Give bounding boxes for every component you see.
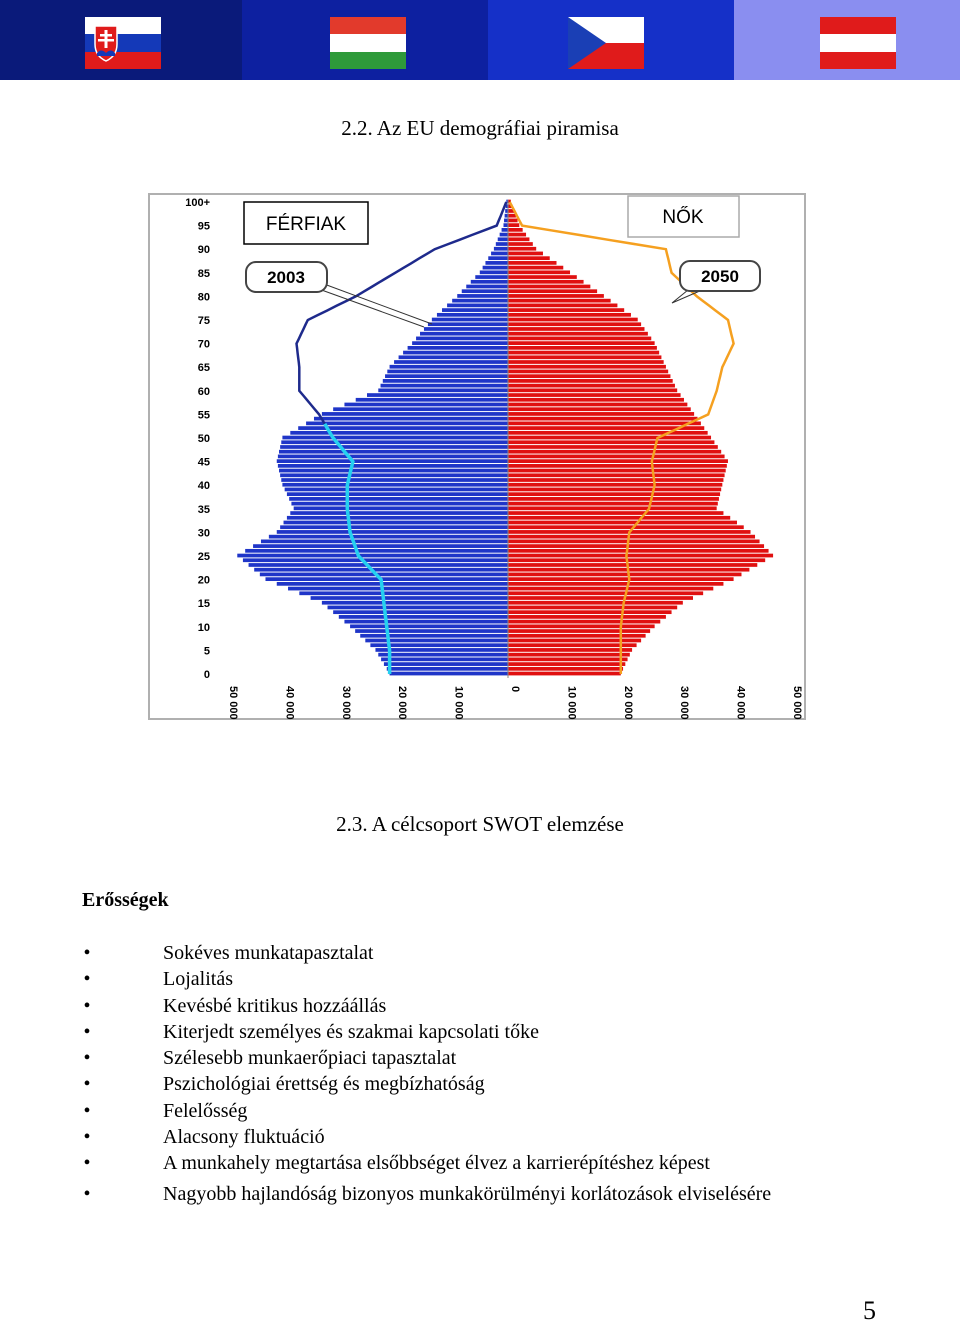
banner-band <box>0 0 242 80</box>
female-bar <box>508 502 718 506</box>
y-tick-label: 5 <box>203 645 210 658</box>
female-bar <box>508 266 563 270</box>
female-bar <box>508 237 529 241</box>
female-bar <box>508 360 664 364</box>
list-item-text: Kiterjedt személyes és szakmai kapcsolati tőke <box>163 1020 539 1043</box>
male-bar <box>387 370 508 374</box>
male-bar <box>277 459 508 463</box>
female-bar <box>508 214 516 218</box>
x-tick-label: 30 000 <box>678 686 691 720</box>
female-bar <box>508 544 764 548</box>
y-tick-label: 80 <box>197 291 210 304</box>
female-bar <box>508 606 677 610</box>
female-bar <box>508 327 644 331</box>
female-bar <box>508 672 621 676</box>
female-bar <box>508 308 624 312</box>
list-item <box>82 966 771 992</box>
male-bar <box>383 379 508 383</box>
y-tick-label: 10 <box>197 621 210 634</box>
male-bar <box>475 275 508 279</box>
female-bar <box>508 516 730 520</box>
female-bar <box>508 299 611 303</box>
y-tick-label: 60 <box>197 385 210 398</box>
male-bar <box>285 488 508 492</box>
female-bar <box>508 374 670 378</box>
list-item <box>82 1181 771 1207</box>
male-bar <box>385 374 508 378</box>
bullet-icon: • <box>83 1182 91 1205</box>
male-bar <box>249 563 508 567</box>
female-bar <box>508 247 536 251</box>
male-bar <box>278 464 508 468</box>
male-bar <box>503 223 508 227</box>
female-bar <box>508 554 773 558</box>
male-bar <box>466 285 508 289</box>
male-bar <box>280 525 508 529</box>
austria-flag-icon <box>820 17 896 69</box>
female-bar <box>508 332 648 336</box>
bullet-icon: • <box>83 1020 91 1043</box>
y-tick-label: 35 <box>197 503 210 516</box>
male-bar <box>378 388 508 392</box>
male-bar <box>287 516 508 520</box>
callout-2003-label: 2003 <box>267 268 305 287</box>
female-bar <box>508 473 725 477</box>
list-item <box>82 1045 771 1071</box>
male-bar <box>282 483 508 487</box>
y-tick-label: 15 <box>197 598 210 611</box>
male-bar <box>290 431 508 435</box>
female-bar <box>508 261 557 265</box>
female-bar <box>508 459 728 463</box>
female-bar <box>508 634 646 638</box>
female-bar <box>508 270 570 274</box>
banner-band <box>734 0 960 80</box>
male-bar <box>281 440 508 444</box>
list-item-text: Nagyobb hajlandóság bizonyos munkakörülményi korlátozások elviselésére <box>163 1182 772 1205</box>
female-bar <box>508 615 666 619</box>
female-bar <box>508 525 744 529</box>
male-bar <box>356 398 508 402</box>
bullet-icon: • <box>83 1073 91 1096</box>
female-bar <box>508 658 628 662</box>
female-bar <box>508 346 657 350</box>
y-tick-label: 65 <box>197 362 210 375</box>
female-bar <box>508 417 698 421</box>
female-bar <box>508 407 691 411</box>
female-bar <box>508 478 723 482</box>
male-bar <box>306 422 508 426</box>
female-bar <box>508 223 519 227</box>
male-bar <box>289 497 508 501</box>
female-bar <box>508 370 668 374</box>
list-item-text: Kevésbé kritikus hozzáállás <box>163 994 387 1017</box>
male-bar <box>288 587 508 591</box>
male-bar <box>282 436 508 440</box>
female-bar <box>508 624 655 628</box>
male-bar <box>261 540 508 544</box>
male-bar <box>277 530 508 534</box>
y-tick-label: 40 <box>197 480 210 493</box>
male-bar <box>280 473 508 477</box>
male-bar <box>462 289 508 293</box>
y-tick-label: 95 <box>197 220 210 233</box>
women-label: NŐK <box>662 207 704 228</box>
male-bar <box>243 558 508 562</box>
male-bar <box>269 535 508 539</box>
female-bar <box>508 506 717 510</box>
male-bar <box>355 629 508 633</box>
female-bar <box>508 610 672 614</box>
male-bar <box>437 313 508 317</box>
czech-flag-icon <box>568 17 644 69</box>
female-bar <box>508 601 683 605</box>
x-tick-label: 50 000 <box>227 686 239 720</box>
male-bar <box>291 502 508 506</box>
male-bar <box>502 228 508 232</box>
x-tick-label: 30 000 <box>339 686 352 720</box>
male-bar <box>265 577 508 581</box>
y-tick-label: 85 <box>197 267 210 280</box>
male-bar <box>381 658 508 662</box>
male-bar <box>491 252 508 256</box>
male-bar <box>322 412 508 416</box>
female-bar <box>508 294 604 298</box>
male-bar <box>442 308 508 312</box>
female-bar <box>508 596 693 600</box>
male-bar <box>420 332 508 336</box>
banner-band <box>242 0 488 80</box>
female-bar <box>508 549 769 553</box>
male-bar <box>260 573 508 577</box>
bullet-icon: • <box>83 994 91 1017</box>
male-bar <box>237 554 508 558</box>
male-bar <box>416 337 508 341</box>
x-tick-label: 50 000 <box>791 686 803 720</box>
male-bar <box>403 351 508 355</box>
list-item-text: Felelősség <box>163 1099 248 1122</box>
list-item-text: Pszichológiai érettség és megbízhatóság <box>163 1073 485 1096</box>
female-bar <box>508 643 637 647</box>
female-bar <box>508 440 714 444</box>
list-item-text: Lojalitás <box>163 968 233 991</box>
female-bar <box>508 384 675 388</box>
left-label-box <box>244 202 368 244</box>
y-tick-label: 70 <box>197 338 210 351</box>
banner-band <box>488 0 734 80</box>
female-bar <box>508 256 550 260</box>
male-bar <box>322 601 508 605</box>
male-bar <box>287 492 508 496</box>
female-bar <box>508 483 722 487</box>
list-item <box>82 1098 771 1124</box>
male-bar <box>387 667 508 671</box>
female-bar <box>508 313 631 317</box>
male-bar <box>390 365 508 369</box>
male-bar <box>280 445 508 449</box>
male-bar <box>457 294 508 298</box>
female-bar <box>508 653 630 657</box>
x-tick-label: 20 000 <box>621 686 634 720</box>
male-bar <box>384 662 508 666</box>
female-bar <box>508 582 723 586</box>
y-tick-label: 50 <box>197 433 210 445</box>
male-bar <box>424 327 508 331</box>
strengths-title: Erősségek <box>82 889 169 911</box>
male-bar <box>505 214 508 218</box>
male-bar <box>278 455 508 459</box>
slovakia-flag-icon <box>85 17 161 69</box>
x-tick-label: 40 000 <box>283 686 296 720</box>
male-bar <box>367 393 508 397</box>
male-bar <box>279 450 508 454</box>
male-bar <box>375 648 508 652</box>
female-bar <box>508 629 650 633</box>
x-tick-label: 20 000 <box>396 686 409 720</box>
male-bar <box>245 549 508 553</box>
female-bar <box>508 285 590 289</box>
male-bar <box>333 610 508 614</box>
male-bar <box>378 653 508 657</box>
male-bar <box>253 544 508 548</box>
flag-banner <box>0 0 960 80</box>
male-bar <box>496 242 508 246</box>
female-bar <box>508 488 721 492</box>
y-tick-label: 90 <box>197 244 210 257</box>
y-tick-label: 45 <box>197 456 210 469</box>
male-bar <box>483 266 508 270</box>
female-bar <box>508 436 711 440</box>
male-bar <box>281 478 508 482</box>
strengths-list <box>82 940 771 1207</box>
female-bar <box>508 455 725 459</box>
female-bar <box>508 318 638 322</box>
female-bar <box>508 398 684 402</box>
male-bar <box>412 341 508 345</box>
bullet-icon: • <box>83 1047 91 1070</box>
male-bar <box>428 322 508 326</box>
female-bar <box>508 379 673 383</box>
female-bar <box>508 648 632 652</box>
female-bar <box>508 662 625 666</box>
female-bar <box>508 431 708 435</box>
male-bar <box>471 280 508 284</box>
list-item-text: Sokéves munkatapasztalat <box>163 942 374 964</box>
female-bar <box>508 304 617 308</box>
bullet-icon: • <box>83 1126 91 1149</box>
list-item <box>82 940 771 966</box>
female-bar <box>508 403 687 407</box>
male-bar <box>299 591 508 595</box>
female-bar <box>508 587 713 591</box>
list-item <box>82 993 771 1019</box>
male-bar <box>344 403 508 407</box>
female-bar <box>508 337 651 341</box>
x-tick-label: 10 000 <box>452 686 465 720</box>
male-bar <box>360 634 508 638</box>
male-bar <box>480 270 508 274</box>
male-bar <box>328 606 508 610</box>
male-bar <box>344 620 508 624</box>
list-item-text: Szélesebb munkaerőpiaci tapasztalat <box>163 1047 457 1070</box>
male-bar <box>350 624 508 628</box>
female-bar <box>508 351 659 355</box>
right-label-box <box>628 196 739 237</box>
female-bar <box>508 242 533 246</box>
list-item-text: A munkahely megtartása elsőbbséget élvez a karrierépítéshez képest <box>163 1152 710 1175</box>
bullet-icon: • <box>83 1152 91 1175</box>
list-item <box>82 1019 771 1045</box>
men-label: FÉRFIAK <box>265 214 347 235</box>
y-tick-label: 30 <box>197 527 210 540</box>
female-bar <box>508 535 755 539</box>
female-bar <box>508 252 543 256</box>
male-bar <box>498 237 508 241</box>
female-bar <box>508 492 720 496</box>
male-bar <box>339 615 508 619</box>
male-bar <box>277 582 508 586</box>
female-bar <box>508 219 518 223</box>
female-bar <box>508 563 757 567</box>
male-bar <box>314 417 508 421</box>
bullet-icon: • <box>83 942 91 964</box>
y-tick-label: 20 <box>197 574 210 587</box>
female-bar <box>508 412 694 416</box>
male-bar <box>394 360 508 364</box>
female-bar <box>508 591 703 595</box>
list-item <box>82 1071 771 1097</box>
female-bar <box>508 620 660 624</box>
female-bar <box>508 393 681 397</box>
callout-2050-label: 2050 <box>701 267 739 286</box>
male-bar <box>500 233 508 237</box>
list-item <box>82 1150 771 1176</box>
male-bar <box>432 318 508 322</box>
female-bar <box>508 341 655 345</box>
population-pyramid-chart <box>148 193 806 720</box>
female-bar <box>508 322 641 326</box>
female-bar <box>508 275 577 279</box>
y-tick-label: 55 <box>197 409 210 422</box>
male-bar <box>333 407 508 411</box>
hungary-flag-icon <box>330 17 406 69</box>
male-bar <box>254 568 508 572</box>
female-bar <box>508 450 721 454</box>
female-bar <box>508 469 726 473</box>
bullet-icon: • <box>83 968 91 991</box>
y-tick-label: 75 <box>197 315 210 327</box>
female-bar <box>508 521 737 525</box>
male-bar <box>485 261 508 265</box>
female-bar <box>508 355 661 359</box>
list-item <box>82 1124 771 1150</box>
female-bar <box>508 558 765 562</box>
x-tick-label: 40 000 <box>734 686 747 720</box>
female-bar <box>508 289 597 293</box>
bullet-icon: • <box>83 1099 91 1122</box>
male-bar <box>294 506 508 510</box>
male-bar <box>311 596 508 600</box>
male-bar <box>488 256 508 260</box>
male-bar <box>290 511 508 515</box>
male-bar <box>494 247 508 251</box>
female-bar <box>508 540 760 544</box>
page-number: 5 <box>863 1296 876 1325</box>
male-bar <box>370 643 508 647</box>
section-heading-pyramid: 2.2. Az EU demográfiai piramisa <box>341 116 619 140</box>
female-bar <box>508 388 677 392</box>
male-bar <box>279 469 508 473</box>
female-bar <box>508 228 523 232</box>
female-bar <box>508 573 741 577</box>
female-bar <box>508 233 526 237</box>
male-bar <box>399 355 508 359</box>
female-bar <box>508 422 701 426</box>
female-bar <box>508 577 734 581</box>
female-bar <box>508 497 719 501</box>
female-bar <box>508 464 727 468</box>
female-bar <box>508 511 723 515</box>
list-item-text: Alacsony fluktuáció <box>163 1126 325 1149</box>
male-bar <box>452 299 508 303</box>
female-bar <box>508 280 584 284</box>
male-bar <box>504 219 508 223</box>
y-tick-label: 25 <box>197 551 210 563</box>
y-tick-label: 100+ <box>185 197 210 209</box>
female-bar <box>508 365 666 369</box>
male-bar <box>447 304 508 308</box>
x-tick-label: 10 000 <box>565 686 578 720</box>
x-tick-label: 0 <box>509 686 521 693</box>
male-bar <box>284 521 508 525</box>
male-bar <box>408 346 508 350</box>
female-bar <box>508 667 623 671</box>
section-heading-swot: 2.3. A célcsoport SWOT elemzése <box>336 812 624 836</box>
male-bar <box>390 672 508 676</box>
y-tick-label: 0 <box>203 669 210 681</box>
female-bar <box>508 445 718 449</box>
male-bar <box>381 384 508 388</box>
